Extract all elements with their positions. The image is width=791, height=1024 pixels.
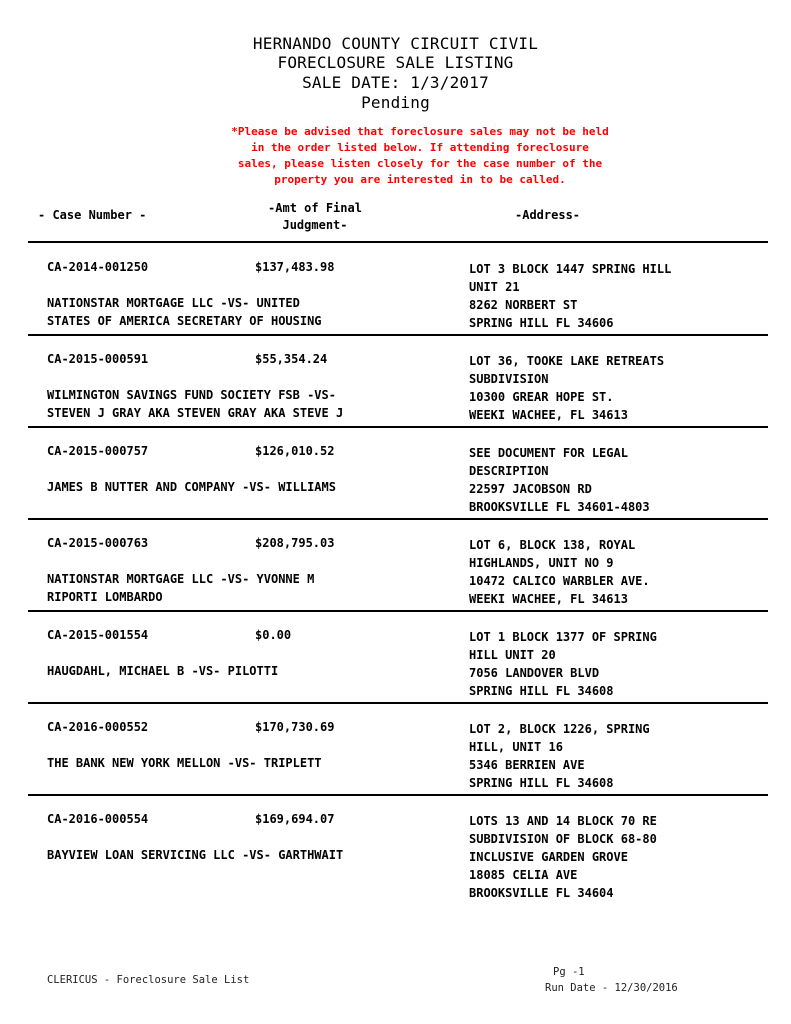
parties-line: NATIONSTAR MORTGAGE LLC -VS- UNITED [47,296,300,310]
property-address [469,628,657,700]
divider [28,702,768,704]
address-line: 5346 BERRIEN AVE [469,758,585,772]
column-header-amount [250,200,380,234]
address-line: BROOKSVILLE FL 34604 [469,886,614,900]
case-number: CA-2016-000554 [47,812,149,826]
case-parties [47,754,322,772]
advisory-notice [190,124,650,188]
notice-line: *Please be advised that foreclosure sales may not be held [231,125,609,138]
address-line: 18085 CELIA AVE [469,868,578,882]
case-parties [47,294,322,330]
judgment-amount: $169,694.07 [255,812,335,826]
divider [28,334,768,336]
parties-line: STEVEN J GRAY AKA STEVEN GRAY AKA STEVE J [47,406,344,420]
parties-line: STATES OF AMERICA SECRETARY OF HOUSING [47,314,322,328]
address-line: SPRING HILL FL 34608 [469,776,614,790]
parties-line: HAUGDAHL, MICHAEL B -VS- PILOTTI [47,664,279,678]
address-line: LOTS 13 AND 14 BLOCK 70 RE [469,814,657,828]
sale-record [0,258,791,350]
case-number: CA-2015-001554 [47,628,149,642]
property-address [469,260,671,332]
divider [28,518,768,520]
divider [28,794,768,796]
notice-line: property you are interested in to be called. [274,173,566,186]
case-parties [47,846,343,864]
address-line: WEEKI WACHEE, FL 34613 [469,592,628,606]
parties-line: BAYVIEW LOAN SERVICING LLC -VS- GARTHWAIT [47,848,344,862]
column-header-amount-line2: Judgment- [282,218,348,232]
judgment-amount: $208,795.03 [255,536,335,550]
column-header-address: -Address- [515,208,581,222]
case-parties [47,386,343,422]
address-line: LOT 1 BLOCK 1377 OF SPRING [469,630,657,644]
footer-run-date: Run Date - 12/30/2016 [545,982,678,994]
status-label: Pending [361,93,430,112]
address-line: 8262 NORBERT ST [469,298,578,312]
case-number: CA-2015-000763 [47,536,149,550]
case-parties [47,570,314,606]
sale-record [0,442,791,534]
property-address [469,536,650,608]
address-line: DESCRIPTION [469,464,549,478]
column-header-case: - Case Number - [38,208,147,222]
parties-line: WILMINGTON SAVINGS FUND SOCIETY FSB -VS- [47,388,336,402]
parties-line: THE BANK NEW YORK MELLON -VS- TRIPLETT [47,756,322,770]
case-number: CA-2015-000757 [47,444,149,458]
judgment-amount: $55,354.24 [255,352,328,366]
sale-record [0,350,791,442]
address-line: HILL UNIT 20 [469,648,556,662]
divider [28,241,768,243]
address-line: SUBDIVISION [469,372,549,386]
judgment-amount: $126,010.52 [255,444,335,458]
case-parties [47,478,336,496]
address-line: WEEKI WACHEE, FL 34613 [469,408,628,422]
address-line: LOT 2, BLOCK 1226, SPRING [469,722,650,736]
case-number: CA-2014-001250 [47,260,149,274]
address-line: 10472 CALICO WARBLER AVE. [469,574,650,588]
sale-record [0,718,791,810]
address-line: HIGHLANDS, UNIT NO 9 [469,556,614,570]
property-address [469,720,650,792]
address-line: 7056 LANDOVER BLVD [469,666,600,680]
case-parties [47,662,278,680]
divider [28,610,768,612]
divider [28,426,768,428]
report-title: HERNANDO COUNTY CIRCUIT CIVIL [252,34,539,53]
judgment-amount: $137,483.98 [255,260,335,274]
case-number: CA-2015-000591 [47,352,149,366]
address-line: LOT 3 BLOCK 1447 SPRING HILL [469,262,672,276]
judgment-amount: $170,730.69 [255,720,335,734]
address-line: SPRING HILL FL 34606 [469,316,614,330]
sale-record [0,810,791,902]
notice-line: sales, please listen closely for the case number of the [237,157,603,170]
column-header-amount-line1: -Amt of Final [268,201,362,215]
address-line: HILL, UNIT 16 [469,740,563,754]
parties-line: NATIONSTAR MORTGAGE LLC -VS- YVONNE M [47,572,315,586]
address-line: UNIT 21 [469,280,520,294]
address-line: 22597 JACOBSON RD [469,482,592,496]
footer-source: CLERICUS - Foreclosure Sale List [47,974,250,986]
parties-line: JAMES B NUTTER AND COMPANY -VS- WILLIAMS [47,480,336,494]
footer-page: Pg -1 [553,966,585,978]
property-address [469,444,650,516]
sale-record [0,534,791,626]
property-address [469,812,657,902]
address-line: 10300 GREAR HOPE ST. [469,390,614,404]
sale-record [0,626,791,718]
report-subtitle: FORECLOSURE SALE LISTING [277,53,514,72]
address-line: SUBDIVISION OF BLOCK 68-80 [469,832,657,846]
address-line: BROOKSVILLE FL 34601-4803 [469,500,650,514]
address-line: SEE DOCUMENT FOR LEGAL [469,446,628,460]
address-line: LOT 36, TOOKE LAKE RETREATS [469,354,665,368]
address-line: SPRING HILL FL 34608 [469,684,614,698]
notice-line: in the order listed below. If attending foreclosure [251,141,589,154]
case-number: CA-2016-000552 [47,720,149,734]
judgment-amount: $0.00 [255,628,292,642]
parties-line: RIPORTI LOMBARDO [47,590,163,604]
sale-date: SALE DATE: 1/3/2017 [302,73,489,92]
property-address [469,352,664,424]
address-line: LOT 6, BLOCK 138, ROYAL [469,538,636,552]
address-line: INCLUSIVE GARDEN GROVE [469,850,628,864]
